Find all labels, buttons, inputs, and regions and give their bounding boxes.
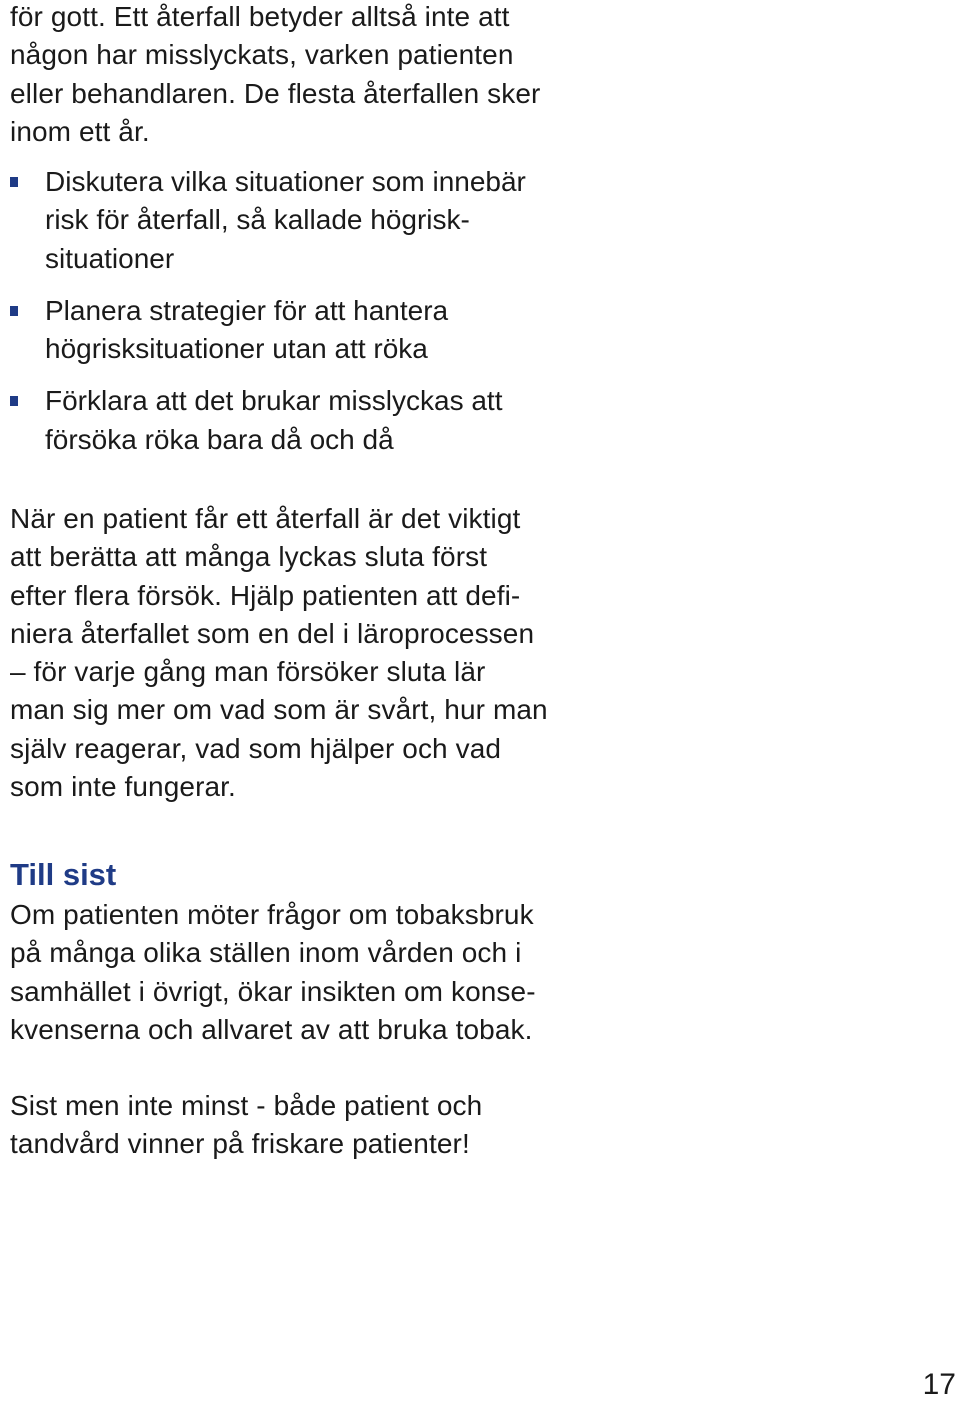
closing-paragraph <box>10 896 610 1049</box>
text-line: försöka röka bara då och då <box>45 423 394 455</box>
section-heading: Till sist <box>10 857 117 892</box>
text-line: inom ett år. <box>10 115 150 147</box>
text-line: Förklara att det brukar misslyckas att <box>45 385 503 417</box>
text-line: att berätta att många lyckas sluta först <box>10 541 488 573</box>
square-bullet-icon <box>10 306 18 316</box>
text-line: tandvård vinner på friskare patienter! <box>10 1128 470 1160</box>
square-bullet-icon <box>10 396 18 406</box>
text-line: situationer <box>45 242 175 274</box>
bullet-item <box>0 163 620 278</box>
bullet-item <box>0 382 620 459</box>
text-line: högrisksituationer utan att röka <box>45 333 428 365</box>
text-line: på många olika ställen inom vården och i <box>10 937 522 969</box>
text-line: kvenserna och allvaret av att bruka tobak. <box>10 1013 533 1045</box>
text-line: Planera strategier för att hantera <box>45 294 449 326</box>
text-line: Om patienten möter frågor om tobaksbruk <box>10 899 534 930</box>
text-line: samhället i övrigt, ökar insikten om konse- <box>10 975 536 1007</box>
text-line: Diskutera vilka situationer som innebär <box>45 166 526 197</box>
text-line: någon har misslyckats, varken patienten <box>10 39 514 71</box>
text-line: som inte fungerar. <box>10 771 236 803</box>
text-line: eller behandlaren. De flesta återfallen sker <box>10 77 541 109</box>
intro-paragraph <box>10 0 610 151</box>
text-line: Sist men inte minst - både patient och <box>10 1090 483 1121</box>
text-line: för gott. Ett återfall betyder alltså inte att <box>10 1 510 32</box>
text-line: man sig mer om vad som är svårt, hur man <box>10 694 548 726</box>
text-line: – för varje gång man försöker sluta lär <box>10 656 486 688</box>
text-line: efter flera försök. Hjälp patienten att defi- <box>10 579 521 611</box>
bullet-list <box>0 163 620 473</box>
text-line: När en patient får ett återfall är det viktigt <box>10 503 521 534</box>
text-line: risk för återfall, så kallade högrisk- <box>45 204 470 236</box>
page-number: 17 <box>922 1368 956 1401</box>
text-line: själv reagerar, vad som hjälper och vad <box>10 732 502 764</box>
text-line: niera återfallet som en del i läroprocessen <box>10 617 535 649</box>
bullet-item <box>0 292 620 369</box>
final-paragraph <box>10 1087 610 1164</box>
square-bullet-icon <box>10 177 18 187</box>
relapse-paragraph <box>10 500 610 806</box>
